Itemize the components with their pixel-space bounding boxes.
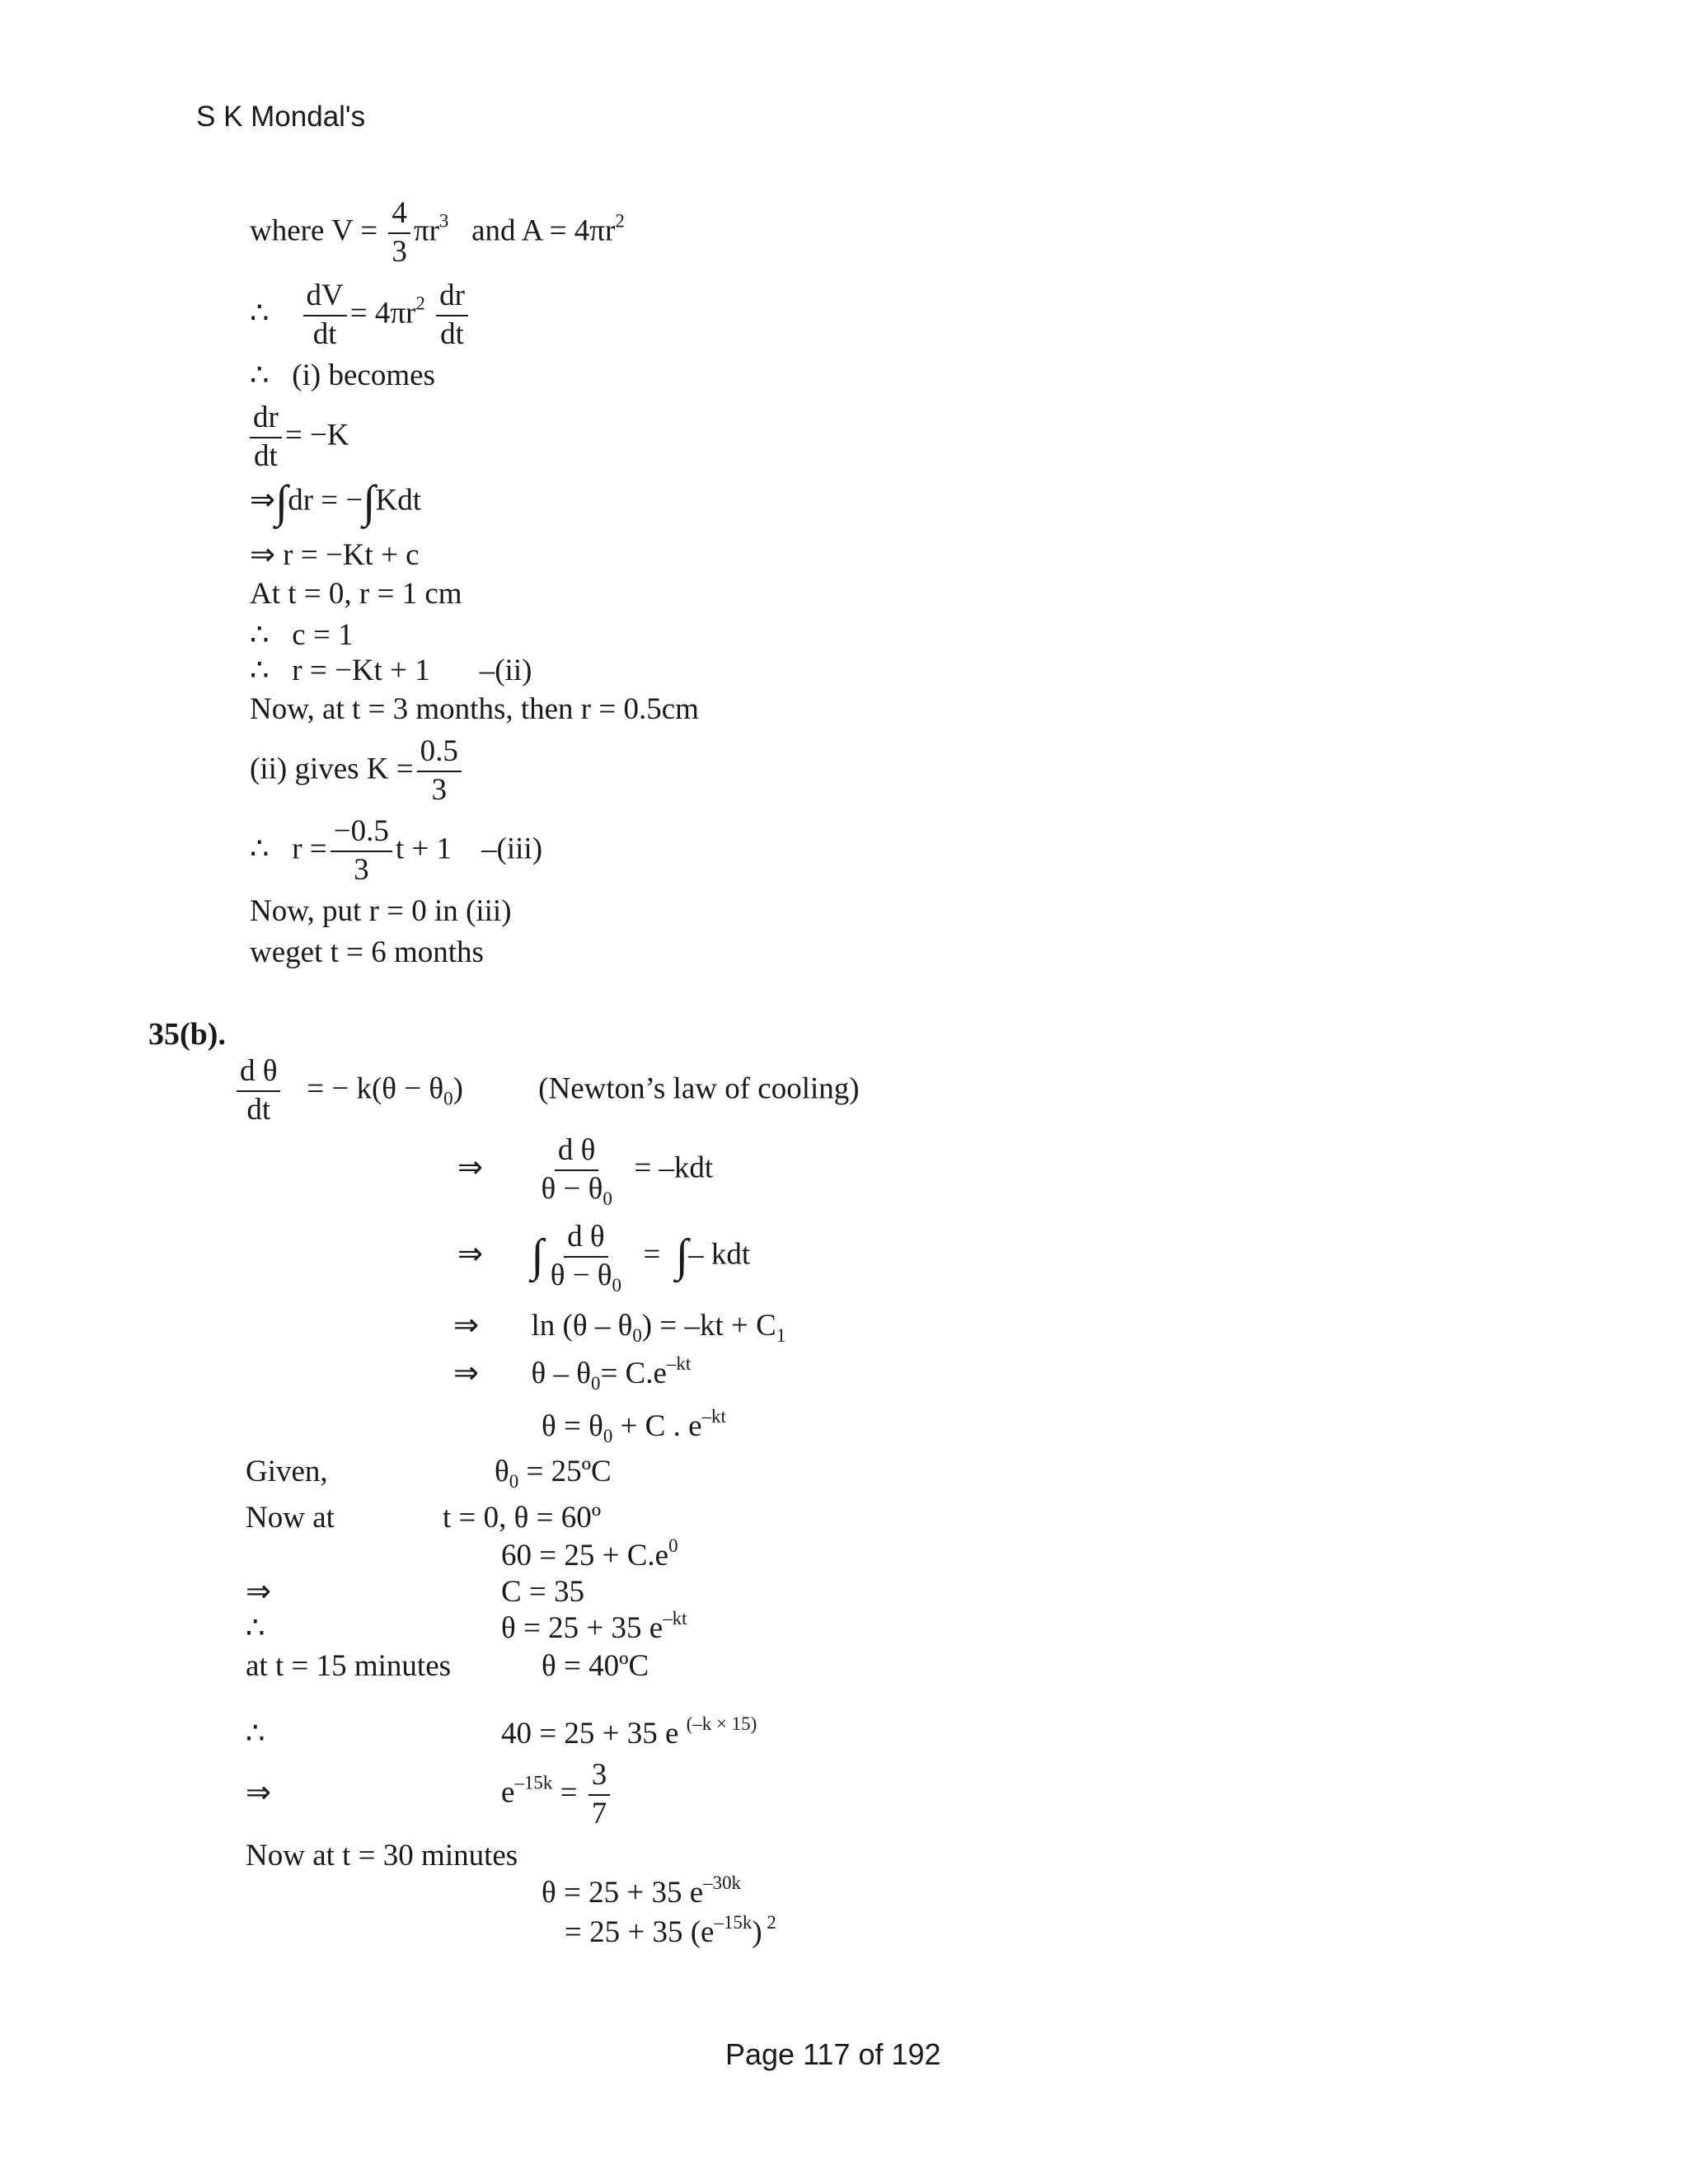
equation-volume-area: where V = $\frac{4}{3}$ $\pi r^3$ and $A = 4\pi r^2$ <box>250 196 625 269</box>
line-put-r-zero: Now, put r = 0 in (iii) <box>250 894 512 928</box>
therefore-theta: ∴ <box>246 1611 265 1645</box>
given-theta-zero: $\theta_0$ = 25ºC <box>495 1455 612 1493</box>
arrow-c: ⇒ <box>246 1575 272 1609</box>
given-label: Given, <box>246 1455 328 1488</box>
equation-sixty: $60 = 25 + C.e^0$ <box>501 1535 678 1572</box>
arrow-e15k: ⇒ <box>246 1776 272 1810</box>
equation-integral-dr: ⇒∫dr = −∫Kdt <box>250 477 421 527</box>
step-exponential: ⇒ $\theta - \theta_0= C.e^{-kt}$ <box>453 1352 692 1394</box>
c-equals-35: C = 35 <box>501 1575 585 1609</box>
theta-squared-form: = 25 + 35 $(e^{-15k})$ $^2$ <box>565 1911 776 1949</box>
equation-e-15k: $e^{-15k}$ = $\frac{3}{7}$ <box>501 1760 613 1830</box>
result-six-months: weget t = 6 months <box>250 935 484 969</box>
equation-c-value: ∴ c = 1 <box>250 618 354 652</box>
equation-dr-dt: $\frac{dr}{dt}$ = −K <box>250 402 349 473</box>
at-15-minutes: at t = 15 minutes <box>246 1649 452 1683</box>
line-i-becomes: ∴ (i) becomes <box>250 359 435 392</box>
step-integrate: ⇒ ∫ $\frac{\text{d θ}}{\theta - \theta_0}$ = ∫– kdt <box>457 1220 751 1296</box>
therefore-40: ∴ <box>246 1717 265 1750</box>
equation-r-solution: ⇒ r = −Kt + c <box>250 538 420 572</box>
initial-condition: At t = 0, r = 1 cm <box>250 577 462 611</box>
step-separate-variables: ⇒ $\frac{\text{d θ}}{\theta - \theta_0}$ = –kdt <box>457 1133 714 1209</box>
initial-temperature: t = 0, θ = 60º <box>443 1501 602 1535</box>
equation-ii: ∴ r = −Kt + 1 –(ii) <box>250 654 532 687</box>
equation-dv-dt: ∴ $\frac{dV}{dt}$ = $4\pi r^2$ $\frac{dr}{dt}$ <box>250 280 471 351</box>
equation-forty: 40 = 25 + 35 e $^{(-k \times 15)}$ <box>501 1713 757 1750</box>
equation-iii: ∴ r = $\frac{-0.5}{3}$ t + 1 –(iii) <box>250 814 543 887</box>
page-header: S K Mondal's <box>196 101 366 133</box>
equation-k-value: (ii) gives K = $\frac{0.5}{3}$ <box>250 736 465 807</box>
now-at-30-minutes: Now at t = 30 minutes <box>246 1839 518 1872</box>
condition-three-months: Now, at t = 3 months, then r = 0.5cm <box>250 692 699 726</box>
step-logarithm: ⇒ $\ln (\theta - \theta_0) = -kt + C_1$ <box>453 1309 786 1347</box>
step-theta-general: $\theta = \theta_0 + C$ . $e^{-kt}$ <box>542 1405 726 1447</box>
theta-30k: θ = 25 + 35 $e^{-30k}$ <box>542 1872 742 1910</box>
theta-expression: θ = 25 + 35 $e^{-kt}$ <box>501 1607 687 1645</box>
question-heading: 35(b). <box>148 1017 226 1052</box>
theta-40: θ = 40ºC <box>542 1649 649 1683</box>
now-at-label: Now at <box>246 1501 335 1535</box>
page-footer: Page 117 of 192 <box>725 2037 941 2071</box>
fraction-four-thirds: $\frac{4}{3}$ <box>388 198 410 269</box>
equation-newton-cooling: $\frac{\text{d θ}}{dt}$ = − $k(\theta - \theta_0)$ (Newton’s law of cooling) <box>237 1056 860 1127</box>
